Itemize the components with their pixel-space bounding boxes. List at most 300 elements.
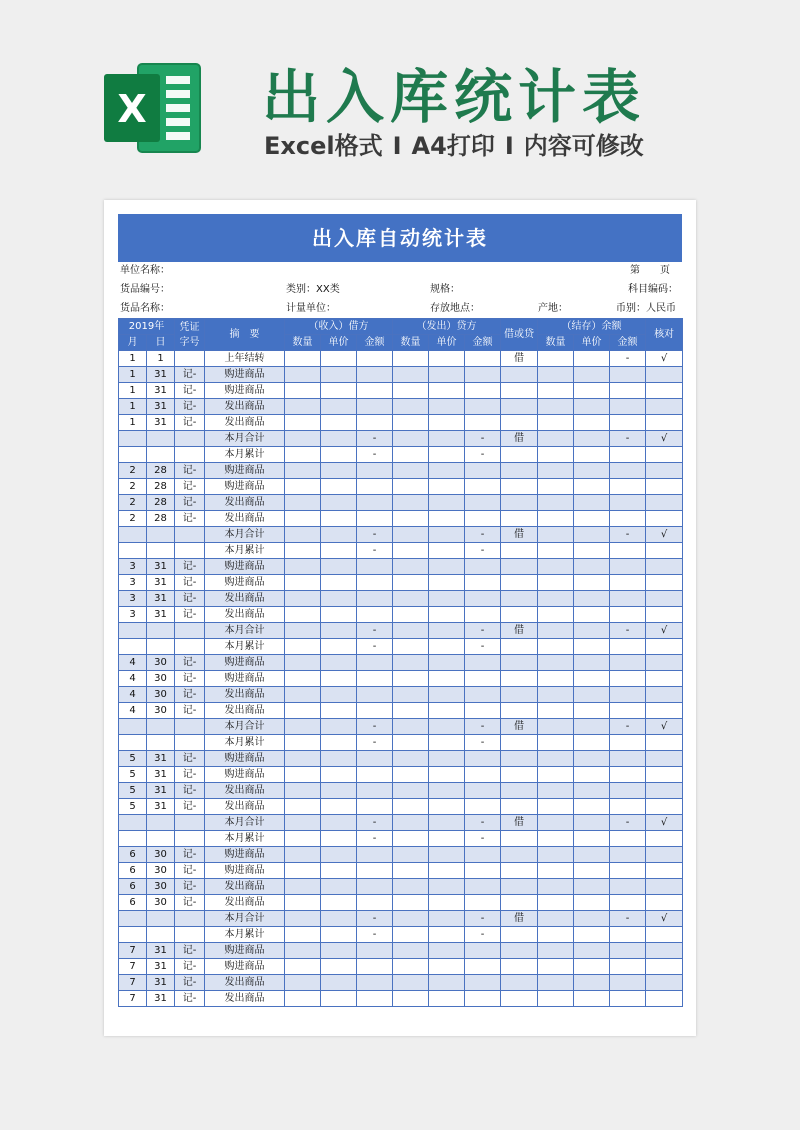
balance-amount-cell[interactable] — [610, 687, 646, 703]
summary-cell[interactable]: 本月合计 — [205, 527, 285, 543]
balance-price-cell[interactable] — [574, 511, 610, 527]
credit-price-cell[interactable] — [429, 431, 465, 447]
debit-qty-cell[interactable] — [285, 719, 321, 735]
debit-amount-cell[interactable] — [357, 767, 393, 783]
check-cell[interactable]: √ — [646, 815, 683, 831]
credit-qty-cell[interactable] — [393, 543, 429, 559]
balance-price-cell[interactable] — [574, 863, 610, 879]
day-cell[interactable] — [147, 543, 175, 559]
credit-qty-cell[interactable] — [393, 959, 429, 975]
credit-price-cell[interactable] — [429, 735, 465, 751]
credit-price-cell[interactable] — [429, 575, 465, 591]
credit-amount-cell[interactable] — [465, 495, 501, 511]
summary-cell[interactable]: 本月合计 — [205, 623, 285, 639]
day-cell[interactable]: 31 — [147, 559, 175, 575]
credit-qty-cell[interactable] — [393, 367, 429, 383]
debit-price-cell[interactable] — [321, 751, 357, 767]
check-cell[interactable] — [646, 783, 683, 799]
credit-price-cell[interactable] — [429, 847, 465, 863]
voucher-cell[interactable] — [175, 719, 205, 735]
voucher-cell[interactable]: 记- — [175, 607, 205, 623]
check-cell[interactable] — [646, 767, 683, 783]
credit-qty-cell[interactable] — [393, 527, 429, 543]
balance-amount-cell[interactable] — [610, 831, 646, 847]
credit-qty-cell[interactable] — [393, 911, 429, 927]
balance-price-cell[interactable] — [574, 959, 610, 975]
check-cell[interactable] — [646, 591, 683, 607]
direction-cell[interactable] — [501, 975, 538, 991]
day-cell[interactable]: 31 — [147, 783, 175, 799]
balance-amount-cell[interactable] — [610, 639, 646, 655]
balance-qty-cell[interactable] — [538, 751, 574, 767]
debit-price-cell[interactable] — [321, 927, 357, 943]
debit-amount-cell[interactable]: - — [357, 447, 393, 463]
day-cell[interactable] — [147, 623, 175, 639]
balance-amount-cell[interactable]: - — [610, 527, 646, 543]
credit-price-cell[interactable] — [429, 815, 465, 831]
day-cell[interactable] — [147, 831, 175, 847]
credit-qty-cell[interactable] — [393, 623, 429, 639]
debit-price-cell[interactable] — [321, 479, 357, 495]
summary-cell[interactable]: 购进商品 — [205, 959, 285, 975]
balance-amount-cell[interactable] — [610, 575, 646, 591]
credit-price-cell[interactable] — [429, 703, 465, 719]
balance-amount-cell[interactable]: - — [610, 351, 646, 367]
balance-price-cell[interactable] — [574, 975, 610, 991]
debit-price-cell[interactable] — [321, 623, 357, 639]
debit-qty-cell[interactable] — [285, 895, 321, 911]
credit-amount-cell[interactable] — [465, 671, 501, 687]
direction-cell[interactable] — [501, 863, 538, 879]
day-cell[interactable]: 30 — [147, 847, 175, 863]
credit-price-cell[interactable] — [429, 943, 465, 959]
credit-amount-cell[interactable] — [465, 943, 501, 959]
summary-cell[interactable]: 发出商品 — [205, 607, 285, 623]
credit-price-cell[interactable] — [429, 351, 465, 367]
check-cell[interactable]: √ — [646, 623, 683, 639]
day-cell[interactable]: 28 — [147, 511, 175, 527]
balance-amount-cell[interactable] — [610, 495, 646, 511]
debit-qty-cell[interactable] — [285, 655, 321, 671]
day-cell[interactable]: 30 — [147, 703, 175, 719]
credit-amount-cell[interactable]: - — [465, 431, 501, 447]
direction-cell[interactable] — [501, 959, 538, 975]
check-cell[interactable] — [646, 687, 683, 703]
check-cell[interactable] — [646, 863, 683, 879]
balance-price-cell[interactable] — [574, 543, 610, 559]
credit-amount-cell[interactable] — [465, 991, 501, 1007]
voucher-cell[interactable]: 记- — [175, 495, 205, 511]
debit-price-cell[interactable] — [321, 639, 357, 655]
balance-qty-cell[interactable] — [538, 767, 574, 783]
balance-price-cell[interactable] — [574, 367, 610, 383]
credit-price-cell[interactable] — [429, 719, 465, 735]
direction-cell[interactable] — [501, 415, 538, 431]
check-cell[interactable] — [646, 991, 683, 1007]
balance-qty-cell[interactable] — [538, 591, 574, 607]
balance-amount-cell[interactable] — [610, 767, 646, 783]
day-cell[interactable] — [147, 431, 175, 447]
voucher-cell[interactable] — [175, 543, 205, 559]
check-cell[interactable] — [646, 607, 683, 623]
credit-price-cell[interactable] — [429, 991, 465, 1007]
voucher-cell[interactable]: 记- — [175, 415, 205, 431]
debit-amount-cell[interactable] — [357, 863, 393, 879]
voucher-cell[interactable]: 记- — [175, 767, 205, 783]
debit-qty-cell[interactable] — [285, 767, 321, 783]
balance-price-cell[interactable] — [574, 623, 610, 639]
day-cell[interactable]: 30 — [147, 687, 175, 703]
debit-qty-cell[interactable] — [285, 975, 321, 991]
summary-cell[interactable]: 发出商品 — [205, 511, 285, 527]
voucher-cell[interactable]: 记- — [175, 655, 205, 671]
check-cell[interactable]: √ — [646, 431, 683, 447]
voucher-cell[interactable]: 记- — [175, 671, 205, 687]
credit-qty-cell[interactable] — [393, 927, 429, 943]
balance-amount-cell[interactable] — [610, 751, 646, 767]
credit-amount-cell[interactable]: - — [465, 831, 501, 847]
month-cell[interactable]: 3 — [119, 559, 147, 575]
balance-amount-cell[interactable]: - — [610, 431, 646, 447]
debit-qty-cell[interactable] — [285, 879, 321, 895]
debit-price-cell[interactable] — [321, 447, 357, 463]
month-cell[interactable] — [119, 719, 147, 735]
debit-price-cell[interactable] — [321, 863, 357, 879]
summary-cell[interactable]: 发出商品 — [205, 799, 285, 815]
voucher-cell[interactable]: 记- — [175, 463, 205, 479]
day-cell[interactable] — [147, 927, 175, 943]
direction-cell[interactable] — [501, 991, 538, 1007]
check-cell[interactable] — [646, 655, 683, 671]
day-cell[interactable]: 31 — [147, 991, 175, 1007]
voucher-cell[interactable] — [175, 623, 205, 639]
month-cell[interactable]: 2 — [119, 463, 147, 479]
balance-price-cell[interactable] — [574, 591, 610, 607]
balance-amount-cell[interactable] — [610, 463, 646, 479]
balance-amount-cell[interactable] — [610, 799, 646, 815]
day-cell[interactable]: 30 — [147, 863, 175, 879]
month-cell[interactable]: 5 — [119, 751, 147, 767]
month-cell[interactable] — [119, 815, 147, 831]
balance-price-cell[interactable] — [574, 479, 610, 495]
check-cell[interactable] — [646, 703, 683, 719]
credit-qty-cell[interactable] — [393, 415, 429, 431]
credit-qty-cell[interactable] — [393, 719, 429, 735]
credit-qty-cell[interactable] — [393, 511, 429, 527]
voucher-cell[interactable]: 记- — [175, 511, 205, 527]
balance-price-cell[interactable] — [574, 911, 610, 927]
direction-cell[interactable] — [501, 511, 538, 527]
balance-amount-cell[interactable] — [610, 895, 646, 911]
debit-qty-cell[interactable] — [285, 623, 321, 639]
balance-qty-cell[interactable] — [538, 399, 574, 415]
debit-qty-cell[interactable] — [285, 831, 321, 847]
credit-amount-cell[interactable]: - — [465, 623, 501, 639]
balance-price-cell[interactable] — [574, 703, 610, 719]
check-cell[interactable] — [646, 479, 683, 495]
balance-price-cell[interactable] — [574, 495, 610, 511]
debit-amount-cell[interactable] — [357, 799, 393, 815]
direction-cell[interactable] — [501, 543, 538, 559]
debit-price-cell[interactable] — [321, 911, 357, 927]
debit-price-cell[interactable] — [321, 959, 357, 975]
credit-amount-cell[interactable]: - — [465, 527, 501, 543]
balance-amount-cell[interactable]: - — [610, 815, 646, 831]
credit-qty-cell[interactable] — [393, 991, 429, 1007]
debit-amount-cell[interactable] — [357, 591, 393, 607]
credit-price-cell[interactable] — [429, 911, 465, 927]
debit-qty-cell[interactable] — [285, 527, 321, 543]
balance-qty-cell[interactable] — [538, 415, 574, 431]
balance-price-cell[interactable] — [574, 943, 610, 959]
direction-cell[interactable] — [501, 479, 538, 495]
debit-amount-cell[interactable] — [357, 559, 393, 575]
check-cell[interactable] — [646, 799, 683, 815]
credit-qty-cell[interactable] — [393, 799, 429, 815]
summary-cell[interactable]: 购进商品 — [205, 655, 285, 671]
balance-price-cell[interactable] — [574, 831, 610, 847]
balance-price-cell[interactable] — [574, 719, 610, 735]
debit-price-cell[interactable] — [321, 559, 357, 575]
credit-amount-cell[interactable] — [465, 383, 501, 399]
day-cell[interactable]: 31 — [147, 575, 175, 591]
summary-cell[interactable]: 发出商品 — [205, 895, 285, 911]
voucher-cell[interactable] — [175, 351, 205, 367]
credit-qty-cell[interactable] — [393, 431, 429, 447]
balance-qty-cell[interactable] — [538, 431, 574, 447]
debit-qty-cell[interactable] — [285, 415, 321, 431]
voucher-cell[interactable] — [175, 927, 205, 943]
day-cell[interactable]: 28 — [147, 495, 175, 511]
debit-price-cell[interactable] — [321, 655, 357, 671]
balance-qty-cell[interactable] — [538, 623, 574, 639]
balance-amount-cell[interactable] — [610, 879, 646, 895]
balance-qty-cell[interactable] — [538, 511, 574, 527]
debit-amount-cell[interactable] — [357, 751, 393, 767]
balance-qty-cell[interactable] — [538, 639, 574, 655]
debit-price-cell[interactable] — [321, 943, 357, 959]
debit-amount-cell[interactable] — [357, 879, 393, 895]
debit-qty-cell[interactable] — [285, 799, 321, 815]
balance-price-cell[interactable] — [574, 655, 610, 671]
debit-amount-cell[interactable] — [357, 495, 393, 511]
debit-qty-cell[interactable] — [285, 399, 321, 415]
summary-cell[interactable]: 购进商品 — [205, 751, 285, 767]
day-cell[interactable]: 30 — [147, 655, 175, 671]
debit-amount-cell[interactable]: - — [357, 543, 393, 559]
credit-amount-cell[interactable] — [465, 959, 501, 975]
debit-amount-cell[interactable]: - — [357, 639, 393, 655]
voucher-cell[interactable]: 记- — [175, 575, 205, 591]
voucher-cell[interactable]: 记- — [175, 591, 205, 607]
debit-amount-cell[interactable] — [357, 415, 393, 431]
month-cell[interactable]: 1 — [119, 415, 147, 431]
voucher-cell[interactable]: 记- — [175, 751, 205, 767]
voucher-cell[interactable]: 记- — [175, 959, 205, 975]
balance-price-cell[interactable] — [574, 783, 610, 799]
debit-amount-cell[interactable] — [357, 895, 393, 911]
credit-qty-cell[interactable] — [393, 783, 429, 799]
credit-amount-cell[interactable] — [465, 895, 501, 911]
balance-amount-cell[interactable] — [610, 367, 646, 383]
summary-cell[interactable]: 发出商品 — [205, 415, 285, 431]
voucher-cell[interactable]: 记- — [175, 943, 205, 959]
day-cell[interactable]: 31 — [147, 975, 175, 991]
debit-amount-cell[interactable]: - — [357, 719, 393, 735]
day-cell[interactable]: 30 — [147, 879, 175, 895]
voucher-cell[interactable] — [175, 911, 205, 927]
debit-qty-cell[interactable] — [285, 959, 321, 975]
debit-amount-cell[interactable] — [357, 975, 393, 991]
balance-amount-cell[interactable]: - — [610, 623, 646, 639]
check-cell[interactable] — [646, 895, 683, 911]
voucher-cell[interactable]: 记- — [175, 383, 205, 399]
credit-amount-cell[interactable] — [465, 767, 501, 783]
debit-price-cell[interactable] — [321, 367, 357, 383]
voucher-cell[interactable] — [175, 815, 205, 831]
credit-price-cell[interactable] — [429, 447, 465, 463]
summary-cell[interactable]: 购进商品 — [205, 671, 285, 687]
debit-amount-cell[interactable] — [357, 655, 393, 671]
check-cell[interactable]: √ — [646, 527, 683, 543]
direction-cell[interactable] — [501, 671, 538, 687]
credit-price-cell[interactable] — [429, 559, 465, 575]
check-cell[interactable] — [646, 559, 683, 575]
check-cell[interactable] — [646, 543, 683, 559]
debit-price-cell[interactable] — [321, 767, 357, 783]
balance-qty-cell[interactable] — [538, 943, 574, 959]
summary-cell[interactable]: 发出商品 — [205, 399, 285, 415]
voucher-cell[interactable]: 记- — [175, 783, 205, 799]
voucher-cell[interactable] — [175, 431, 205, 447]
direction-cell[interactable] — [501, 607, 538, 623]
credit-amount-cell[interactable] — [465, 751, 501, 767]
debit-price-cell[interactable] — [321, 815, 357, 831]
check-cell[interactable] — [646, 927, 683, 943]
balance-amount-cell[interactable] — [610, 607, 646, 623]
month-cell[interactable]: 1 — [119, 383, 147, 399]
debit-qty-cell[interactable] — [285, 943, 321, 959]
credit-price-cell[interactable] — [429, 671, 465, 687]
credit-qty-cell[interactable] — [393, 847, 429, 863]
balance-qty-cell[interactable] — [538, 703, 574, 719]
direction-cell[interactable] — [501, 447, 538, 463]
voucher-cell[interactable]: 记- — [175, 895, 205, 911]
debit-qty-cell[interactable] — [285, 751, 321, 767]
credit-price-cell[interactable] — [429, 655, 465, 671]
credit-qty-cell[interactable] — [393, 559, 429, 575]
voucher-cell[interactable]: 记- — [175, 399, 205, 415]
credit-price-cell[interactable] — [429, 591, 465, 607]
check-cell[interactable]: √ — [646, 911, 683, 927]
voucher-cell[interactable]: 记- — [175, 975, 205, 991]
credit-price-cell[interactable] — [429, 767, 465, 783]
credit-qty-cell[interactable] — [393, 767, 429, 783]
day-cell[interactable] — [147, 447, 175, 463]
month-cell[interactable] — [119, 431, 147, 447]
balance-amount-cell[interactable] — [610, 847, 646, 863]
credit-amount-cell[interactable] — [465, 575, 501, 591]
direction-cell[interactable]: 借 — [501, 351, 538, 367]
credit-amount-cell[interactable] — [465, 655, 501, 671]
balance-amount-cell[interactable] — [610, 735, 646, 751]
debit-price-cell[interactable] — [321, 847, 357, 863]
debit-price-cell[interactable] — [321, 575, 357, 591]
check-cell[interactable] — [646, 847, 683, 863]
direction-cell[interactable] — [501, 927, 538, 943]
check-cell[interactable] — [646, 495, 683, 511]
month-cell[interactable]: 7 — [119, 943, 147, 959]
balance-amount-cell[interactable] — [610, 591, 646, 607]
voucher-cell[interactable] — [175, 527, 205, 543]
credit-price-cell[interactable] — [429, 383, 465, 399]
balance-price-cell[interactable] — [574, 639, 610, 655]
balance-price-cell[interactable] — [574, 351, 610, 367]
debit-amount-cell[interactable] — [357, 959, 393, 975]
balance-qty-cell[interactable] — [538, 559, 574, 575]
balance-qty-cell[interactable] — [538, 607, 574, 623]
debit-amount-cell[interactable] — [357, 991, 393, 1007]
balance-qty-cell[interactable] — [538, 927, 574, 943]
balance-qty-cell[interactable] — [538, 463, 574, 479]
balance-amount-cell[interactable] — [610, 959, 646, 975]
debit-price-cell[interactable] — [321, 527, 357, 543]
credit-qty-cell[interactable] — [393, 463, 429, 479]
day-cell[interactable] — [147, 719, 175, 735]
credit-amount-cell[interactable] — [465, 863, 501, 879]
debit-qty-cell[interactable] — [285, 367, 321, 383]
balance-qty-cell[interactable] — [538, 495, 574, 511]
day-cell[interactable]: 31 — [147, 607, 175, 623]
balance-price-cell[interactable] — [574, 815, 610, 831]
month-cell[interactable]: 5 — [119, 767, 147, 783]
month-cell[interactable] — [119, 639, 147, 655]
balance-qty-cell[interactable] — [538, 671, 574, 687]
credit-price-cell[interactable] — [429, 687, 465, 703]
balance-amount-cell[interactable] — [610, 479, 646, 495]
balance-qty-cell[interactable] — [538, 863, 574, 879]
balance-price-cell[interactable] — [574, 463, 610, 479]
credit-qty-cell[interactable] — [393, 975, 429, 991]
voucher-cell[interactable] — [175, 447, 205, 463]
debit-qty-cell[interactable] — [285, 607, 321, 623]
debit-price-cell[interactable] — [321, 703, 357, 719]
balance-qty-cell[interactable] — [538, 799, 574, 815]
debit-amount-cell[interactable] — [357, 367, 393, 383]
credit-price-cell[interactable] — [429, 975, 465, 991]
debit-qty-cell[interactable] — [285, 351, 321, 367]
check-cell[interactable] — [646, 463, 683, 479]
direction-cell[interactable] — [501, 655, 538, 671]
balance-price-cell[interactable] — [574, 575, 610, 591]
month-cell[interactable]: 6 — [119, 879, 147, 895]
debit-qty-cell[interactable] — [285, 703, 321, 719]
balance-amount-cell[interactable] — [610, 655, 646, 671]
summary-cell[interactable]: 上年结转 — [205, 351, 285, 367]
credit-qty-cell[interactable] — [393, 687, 429, 703]
voucher-cell[interactable]: 记- — [175, 991, 205, 1007]
balance-price-cell[interactable] — [574, 767, 610, 783]
credit-qty-cell[interactable] — [393, 735, 429, 751]
check-cell[interactable] — [646, 399, 683, 415]
debit-price-cell[interactable] — [321, 463, 357, 479]
debit-amount-cell[interactable] — [357, 671, 393, 687]
credit-amount-cell[interactable] — [465, 607, 501, 623]
debit-qty-cell[interactable] — [285, 431, 321, 447]
credit-price-cell[interactable] — [429, 863, 465, 879]
summary-cell[interactable]: 发出商品 — [205, 975, 285, 991]
debit-amount-cell[interactable]: - — [357, 927, 393, 943]
